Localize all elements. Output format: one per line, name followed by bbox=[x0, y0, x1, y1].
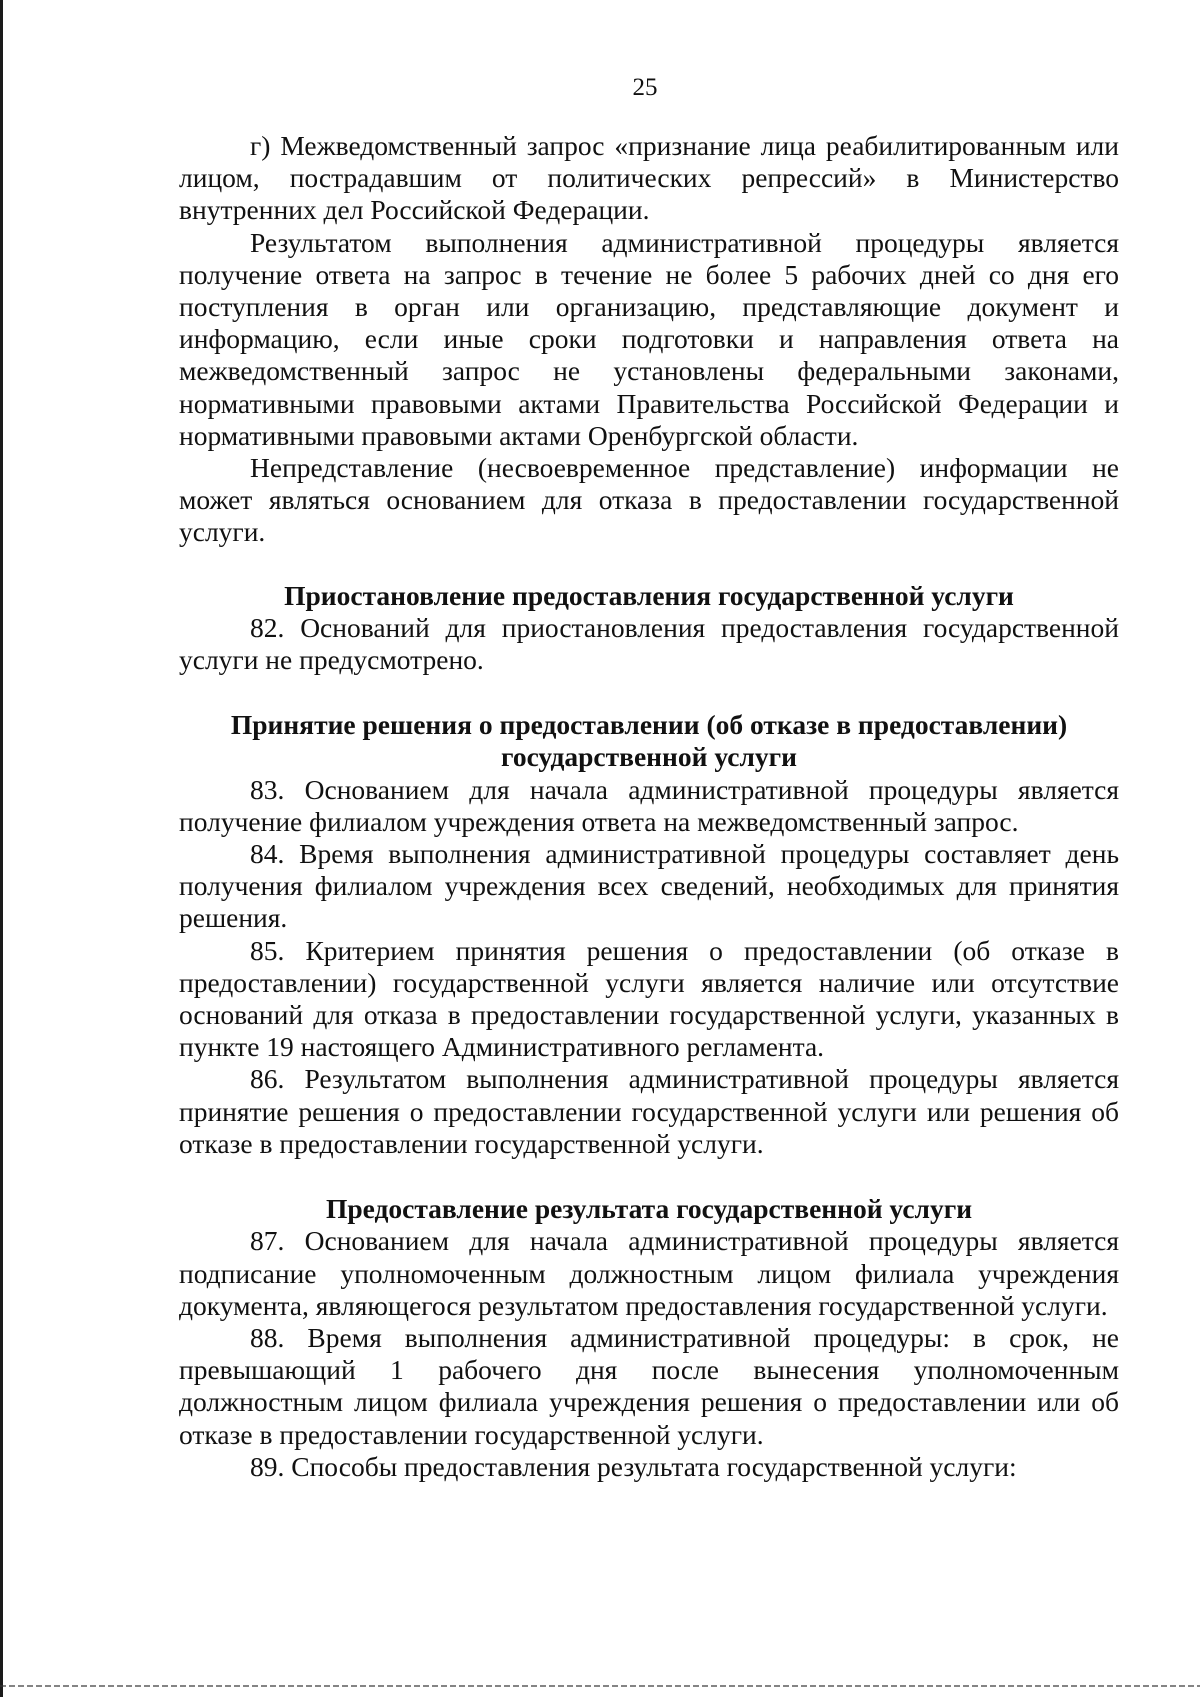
section-heading-decision: Принятие решения о предоставлении (об отказе в предоставлении) государственной услуги bbox=[230, 709, 1068, 773]
paragraph-89: 89. Способы предоставления результата государственной услуги: bbox=[250, 1450, 1017, 1482]
paragraph-procedure-result: Результатом выполнения административной процедуры является получение ответа на запрос в течение не более 5 рабочих дней со дня его поступления в орган или организацию, представляющие документ и информацию, если иные сроки подготовки и направления ответа на межведомственный запрос не установлены федеральными законами, нормативными правовыми актами Правительства Российской Федерации и нормативными правовыми актами Оренбургской области. bbox=[179, 226, 1119, 451]
document-body bbox=[179, 130, 1119, 1483]
scan-edge-bottom bbox=[0, 1685, 1200, 1687]
section-heading-result-delivery: Предоставление результата государственной услуги bbox=[325, 1193, 973, 1225]
paragraph-88: 88. Время выполнения административной процедуры: в срок, не превышающий 1 рабочего дня после вынесения уполномоченным должностным лицом филиала учреждения решения о предоставлении или об отказе в предоставлении государственной услуги. bbox=[179, 1321, 1119, 1450]
paragraph-non-submission: Непредставление (несвоевременное представление) информации не может являться основанием для отказа в предоставлении государственной услуги. bbox=[179, 452, 1119, 548]
page-number: 25 bbox=[632, 74, 658, 101]
paragraph-87: 87. Основанием для начала административной процедуры является подписание уполномоченным должностным лицом филиала учреждения документа, являющегося результатом предоставления государственной услуги. bbox=[179, 1225, 1119, 1321]
paragraph-82: 82. Оснований для приостановления предоставления государственной услуги не предусмотрено. bbox=[179, 611, 1119, 676]
paragraph-84: 84. Время выполнения административной процедуры составляет день получения филиалом учреждения всех сведений, необходимых для принятия решения. bbox=[179, 838, 1119, 934]
paragraph-83: 83. Основанием для начала административной процедуры является получение филиалом учреждения ответа на межведомственный запрос. bbox=[179, 773, 1119, 837]
section-heading-suspension: Приостановление предоставления государственной услуги bbox=[284, 579, 1014, 611]
paragraph-85: 85. Критерием принятия решения о предоставлении (об отказе в предоставлении) государственной услуги является наличие или отсутствие оснований для отказа в предоставлении государственной услуги, указанных в пункте 19 настоящего Административного регламента. bbox=[179, 934, 1119, 1063]
paragraph-86: 86. Результатом выполнения административной процедуры является принятие решения о предоставлении государственной услуги или решения об отказе в предоставлении государственной услуги. bbox=[179, 1063, 1119, 1159]
scan-edge-left bbox=[0, 0, 3, 1697]
paragraph-interagency-request-mvd: г) Межведомственный запрос «признание лица реабилитированным или лицом, пострадавшим от политических репрессий» в Министерство внутренних дел Российской Федерации. bbox=[179, 130, 1119, 226]
